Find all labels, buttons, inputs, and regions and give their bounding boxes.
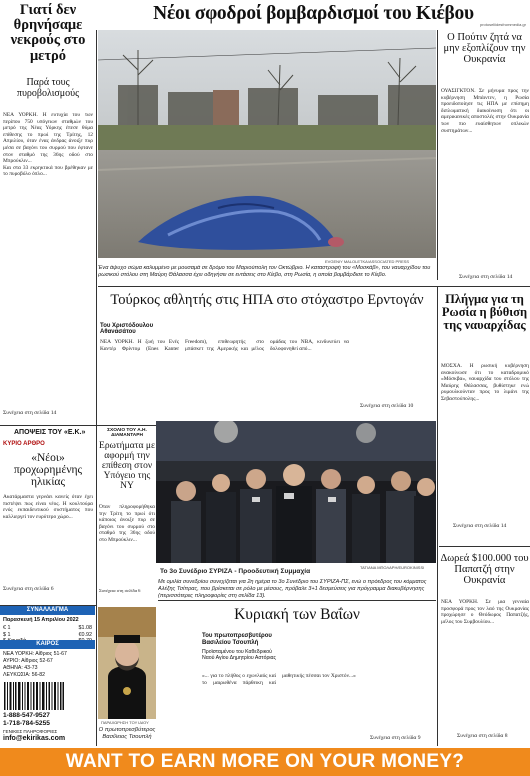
weather-row: ΝΕΑ ΥΟΡΚΗ: Αίθριος 51-67 <box>3 651 67 657</box>
putin-body: ΟΥΑΣΙΓΚΤΟΝ. Σε μήνυμα προς την κυβέρνηση Μπάιντεν, η Ρωσία προειδοποίησε τις ΗΠΑ με επίσημη διπλωματική διακοίνωση ότι οι αμερικανικές αποστολές στην Ουκρανία των πιο ευαίσθητων οπλικών συστημάτων... <box>441 88 529 134</box>
comment-body: Όταν πληροφορήθηκα την Τρίτη το πρωί ότι κάποιος άνοιξε πυρ σε βαγόνι του συρμού στο σταθμό της 36ης οδού στο Μπρούκλιν... <box>99 504 155 543</box>
priest-photo <box>98 607 156 719</box>
priest-caption: Ο πρωτοπρεσβύτερος Βασίλειος Τσουπλή <box>98 727 156 740</box>
col-divider <box>96 30 97 425</box>
col-divider <box>96 606 97 746</box>
putin-article <box>439 30 530 285</box>
putin-headline: Ο Πούτιν ζητά να μην εξοπλίζουν την Ουκρανία <box>443 32 526 66</box>
contact-phone[interactable]: 1-888-547-9527 <box>3 712 50 719</box>
flagship-body: ΜΟΣΧΑ. Η ρωσική κυβέρνηση ανακοίνωσε ότι το καταδρομικό «Μόσκβα», ναυαρχίδα του στόλου της Μαύρης Θάλασσας, βυθίστηκε ενώ ρυμουλκούνταν προς το λιμάνι της Σεβαστούπολης... <box>441 363 529 402</box>
priest-credit: ΠΑΡΑΧΩΡΗΣΗ ΤΟΥ ΙΔΙΟΥ <box>101 720 149 725</box>
left-continued[interactable]: Συνέχεια στη σελίδα 14 <box>3 410 57 416</box>
main-photo-credit: EVGENIY MALOLETKA/ASSOCIATED PRESS <box>325 259 410 264</box>
contact-email[interactable]: info@ekirikas.com <box>3 735 66 742</box>
editorial-headline: «Νέοι» προχωρημένης ηλικίας <box>13 452 83 489</box>
comment-article <box>98 426 156 596</box>
rate-row: € 1 $1.08 <box>3 625 92 631</box>
masthead <box>97 0 530 30</box>
editorial-body: Ακατάρμαστα γερνάει κανείς όταν έχει πιστέψει πως είναι νέος. Η κουλτούρα ενός εκπαιδευτικού συστήματος που καλλιεργεί τον ευρύτερο χώρο... <box>3 494 93 520</box>
ad-banner[interactable] <box>0 748 530 776</box>
ad-banner-text: WANT TO EARN MORE ON YOUR MONEY? <box>65 751 465 772</box>
weather-header: ΚΑΙΡΟΣ <box>0 640 95 649</box>
weather-box <box>0 640 95 680</box>
athlete-headline: Τούρκος αθλητής στις ΗΠΑ στο στόχαστρο Ερντογάν <box>110 292 424 308</box>
main-photo-caption: Ένα άψυχο σώμα καλυμμένο με μουσαμά σε δρόμο του Μαριούπολη τον Οκτώβριο. Η καταστροφή του «Μοσκάβ», του ναυαρχίδου του ρωσικού στόλου στη Μαύρη Θάλασσα έχει οδηγήσει σε εντάσεις στο Κίεβο, στη Ρωσία, η οποία βομβάρδισε το Κίεβο. <box>98 265 431 278</box>
putin-continued[interactable]: Συνέχεια στη σελίδα 14 <box>459 274 513 280</box>
lead-headline: Νέοι σφοδροί βομβαρδισμοί του Κιέβου <box>153 3 474 24</box>
athlete-article <box>98 287 436 417</box>
barcode-image <box>4 682 64 710</box>
col-divider <box>96 426 97 606</box>
rate-row: $ 1 €0.92 <box>3 631 92 638</box>
weather-row: ΑΘΗΝΑ: 43-73 <box>3 665 38 671</box>
col-divider <box>437 546 438 746</box>
donation-continued[interactable]: Συνέχεια στη σελίδα 8 <box>457 733 508 739</box>
flagship-continued[interactable]: Συνέχεια στη σελίδα 14 <box>453 523 507 529</box>
weather-row: ΛΕΥΚΩΣΙΑ: 56-82 <box>3 672 45 678</box>
left-headline: Γιατί δεν θρηνήσαμε νεκρούς στο μετρό <box>10 2 86 64</box>
comment-headline: Ερωτήματα με αφορμή την επίθεση στον Υπόγειο της ΝΥ <box>99 441 155 491</box>
left-body: ΝΕΑ ΥΟΡΚΗ. Η ευτυχία του των περίπου 750 υπόγειων σταθμών του μετρό της Νέας Υόρκης έπεσε θύμα επίθεσης το πρωί της Τρίτης, 12 Απριλίου, όταν ένας άνδρας άνοιξε πυρ μέσα σε βαγόνι του συρμού που έφτανε στον σταθμό της 36ης οδού στο Μπρούκλιν... Και στα 33 εκρηκτικά που βρέθηκαν με το πυροβόλο όπλο... <box>3 112 93 178</box>
syriza-photo <box>156 421 436 563</box>
athlete-author: Του Χριστόδουλου Αθανασάτου <box>100 323 154 335</box>
weather-row: ΑΥΡΙΟ: Αίθριος 52-67 <box>3 658 53 664</box>
comment-continued[interactable]: Συνέχεια στη σελίδα 6 <box>99 588 141 593</box>
rates-header: ΣΥΝΑΛΛΑΓΜΑ <box>0 606 95 615</box>
athlete-continued[interactable]: Συνέχεια στη σελίδα 10 <box>360 403 414 409</box>
priest-portrait <box>98 607 156 719</box>
donation-body: ΝΕΑ ΥΟΡΚΗ. Σε μια γενναία προσφορά προς τον λαό της Ουκρανίας προχώρησε ο Θεόδωρος Παπατζής, μέλος του Συμβουλίου... <box>441 599 529 625</box>
editorial <box>0 426 95 606</box>
left-article <box>0 0 95 425</box>
contact-phone[interactable]: 1-718-784-5255 <box>3 720 50 727</box>
donation-article <box>439 547 530 745</box>
palm-sunday-article <box>158 601 436 746</box>
masthead-url: protoseliidesfrommedia.gr <box>479 22 526 27</box>
kiev-street-photo <box>98 30 436 258</box>
col-divider <box>437 30 438 280</box>
flagship-article <box>439 287 530 547</box>
contact-box <box>0 712 95 746</box>
flagship-headline: Πλήγμα για τη Ρωσία η βύθιση της ναυαρχίδας <box>441 292 528 333</box>
palm-sunday-byline: Του πρωτοπρεσβυτέρου Βασιλείου Τσουπλή <box>202 633 272 646</box>
editorial-header: ΑΠΟΨΕΙΣ ΤΟΥ «Ε.Κ.» <box>14 429 86 436</box>
rates-date: Παρασκευή 15 Απριλίου 2022 <box>3 617 79 623</box>
editorial-continued[interactable]: Συνέχεια στη σελίδα 6 <box>3 586 54 592</box>
syriza-caption-title: Το 3ο Συνέδριο ΣΥΡΙΖΑ - Προοδευτική Συμμαχία <box>160 568 311 575</box>
editorial-kicker: ΚΥΡΙΟ ΑΡΘΡΟ <box>3 441 45 447</box>
main-photo <box>98 30 436 258</box>
contact-label: ΓΕΝΙΚΕΣ ΠΛΗΡΟΦΟΡΙΕΣ <box>3 729 58 734</box>
palm-sunday-byline-sub: Προϊσταμένου του Καθεδρικού Ναού Αγίου Δημητρίου Αστόριας <box>202 649 277 662</box>
syriza-caption: Με ομιλία συνεδρίου συνεχίζεται για 2η ημέρα το 3ο Συνέδριο του ΣΥΡΙΖΑ-ΠΣ, ενώ ο πρόεδρος του κόμματος Αλέξης Τσίπρας, που βρίσκεται σε ρόλο με μέσους, πρόβαλε 3+1 δεσμεύσεις για πρόγραμμα διακυβέρνησης (περισσότερες πληροφορίες στη σελίδα 13). <box>158 579 427 599</box>
comment-kicker: ΣΧΟΛΙΟ ΤΟΥ Α.Η. ΔΙΑΜΑΝΤΑΡΗ <box>107 428 147 438</box>
palm-sunday-headline: Κυριακή των Βαΐων <box>234 606 360 623</box>
palm-sunday-continued[interactable]: Συνέχεια στη σελίδα 9 <box>370 735 421 741</box>
palm-sunday-body: «... για το πλήθος ο εχωνλαός καί το μαιρωθένα πάρθεικη καί μαθητικής πέσσαι τον Χριστόν...» <box>202 673 356 686</box>
syriza-photo-credit: ΤΑΤΙΑΝΑ ΜΠΟΛΑΡΗ/EUROKINISSI <box>360 565 425 570</box>
left-subhead: Παρά τους πυροβολισμούς <box>16 77 80 99</box>
athlete-body: ΝΕΑ ΥΟΡΚΗ. Η ζωή του Ενές Καντέρ Φρίντομ (Enes Kanter Freedom), επιθεωρητής στο μπάσκετ της Αμερικής και μέλος ομάδας του ΝΒΑ, κινδυνεύει να δολοφονηθεί από... <box>100 339 349 352</box>
donation-headline: Δωρεά $100.000 του Παπατζή στην Ουκρανία <box>440 553 529 587</box>
col-divider <box>437 286 438 546</box>
barcode <box>4 682 64 710</box>
congress-crowd-photo <box>156 421 436 563</box>
